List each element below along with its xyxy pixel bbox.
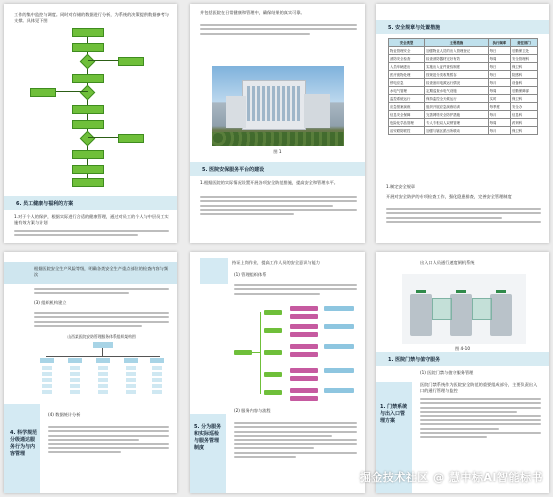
page6-section-band [376, 352, 549, 366]
page3-text-lines [386, 206, 541, 225]
table-cell: 停电应急 [389, 79, 425, 87]
sidebar-line: 与服务管理 [194, 438, 220, 444]
table-cell: 院感科 [511, 71, 538, 79]
table-cell: 保卫科 [511, 63, 538, 71]
table-row [389, 119, 538, 127]
table-cell: 专人专柜双人双锁管理 [425, 119, 489, 127]
table-row [389, 63, 538, 71]
page5-text-lines-2 [234, 420, 357, 460]
page5-item1: (1) 管理组织体系 [234, 272, 267, 277]
page2-section-band [190, 162, 365, 176]
document-page-5[interactable] [190, 252, 365, 493]
page5-text-lines [234, 282, 357, 297]
page3-body: 开展对安全防护的专项检查工作，强化隐患排查，完善安全管理制度 [386, 194, 512, 199]
table-header-cell: 安全类型 [389, 39, 425, 47]
page2-text-lines-2 [200, 194, 357, 217]
table-cell: 加强物业人员的出入管理登记 [425, 47, 489, 55]
page5-side-top [200, 258, 228, 284]
page2-section-title: 5. 医院安保服务平台的建设 [202, 166, 265, 173]
page3-section-band [376, 20, 549, 34]
hospital-building-photo [212, 66, 344, 146]
page4-text-lines-3 [48, 424, 169, 456]
table-cell: 每月 [488, 79, 510, 87]
page1-section-band [4, 196, 177, 210]
table-cell: 物业管理安全 [389, 47, 425, 55]
table-cell: 治安联防联控 [389, 127, 425, 135]
table-cell: 完善网络安全防护措施 [425, 111, 489, 119]
table-cell: 按规范分类收集暂存 [425, 71, 489, 79]
table-row [389, 127, 538, 135]
page4-text-lines-2 [34, 310, 169, 329]
table-cell: 安全管理科 [511, 55, 538, 63]
page4-sidebar [4, 404, 40, 493]
table-cell: 消防安全检查 [389, 55, 425, 63]
table-row [389, 47, 538, 55]
table-cell: 危险化学品管理 [389, 119, 425, 127]
table-row [389, 103, 538, 111]
page4-subheading: (3) 组织机构建立 [34, 300, 67, 305]
document-page-4[interactable] [4, 252, 177, 493]
table-cell: 保持监控全天候运行 [425, 95, 489, 103]
security-measures-table [388, 38, 538, 135]
table-cell: 每日 [488, 71, 510, 79]
org-chart [38, 342, 168, 400]
page2-figure-caption: 图 1 [273, 149, 282, 154]
table-cell: 设备科 [511, 79, 538, 87]
table-cell: 每日 [488, 63, 510, 71]
document-page-2[interactable] [190, 4, 365, 243]
table-cell: 实施出入证件查验制度 [425, 63, 489, 71]
page1-section-title: 6. 员工健康与福利的方案 [16, 200, 74, 207]
sidebar-line: 和实际巡检 [194, 431, 220, 437]
table-row [389, 95, 538, 103]
page2-top-text: 并包括医院在日常健康和管理中，确保结果的真实可靠。 [200, 10, 305, 15]
page5-item2: (2) 服务内容与流程 [234, 408, 271, 413]
table-cell: 检查备用电源运行情况 [425, 79, 489, 87]
table-cell: 监控系统运行 [389, 95, 425, 103]
page4-subheading-2: (4) 数据统计分析 [48, 412, 81, 417]
sidebar-line: 制度 [194, 445, 205, 451]
table-cell: 每日 [488, 47, 510, 55]
sidebar-line: 理方案 [380, 418, 396, 424]
turnstile-gate-photo [402, 274, 526, 344]
table-cell: 入员车辆进出 [389, 63, 425, 71]
page6-section-title: 1. 医院门禁与值守服务 [388, 356, 441, 363]
page1-text-lines [14, 228, 169, 239]
table-row [389, 79, 538, 87]
table-row [389, 55, 538, 63]
flowchart [24, 26, 154, 186]
table-cell: 每周 [488, 55, 510, 63]
document-page-3[interactable] [376, 4, 549, 243]
table-cell: 每月 [488, 111, 510, 119]
table-cell: 每季度 [488, 103, 510, 111]
org-chart-title: 山西某医院安防管理服务体系组织架构图 [67, 334, 136, 339]
page5-sidebar [190, 414, 226, 493]
sidebar-line: 务行为与内 [10, 444, 36, 450]
sidebar-line: 1. 门禁系统 [380, 404, 408, 410]
sidebar-line: 5. 分为服务 [194, 424, 222, 430]
watermark-text: 掘金技术社区 @ 慧中标AI智能标书 [359, 471, 543, 484]
page5-top: 持证上岗作业，提高工作人员的安全意识与能力 [232, 260, 320, 265]
table-cell: 水电气管理 [389, 87, 425, 95]
table-cell: 信息科 [511, 111, 538, 119]
sidebar-line: 与出入口管 [380, 411, 406, 417]
table-cell: 后勤保障部 [511, 87, 538, 95]
page6-body: 医院门禁系统作为医院安全防范的重要组成部分，主要负责出入口的通行管理与监控 [420, 382, 538, 393]
document-page-6[interactable] [376, 252, 549, 493]
page2-text-lines [200, 22, 357, 37]
service-mindmap [234, 304, 360, 404]
table-row [389, 87, 538, 95]
table-row [389, 111, 538, 119]
table-cell: 安全办 [511, 103, 538, 111]
table-header-cell: 责任部门 [511, 39, 538, 47]
table-cell: 后勤保卫处 [511, 47, 538, 55]
table-header-cell: 执行频率 [488, 39, 510, 47]
sidebar-line: 分级通达服 [10, 437, 36, 443]
table-cell: 医疗废物处理 [389, 71, 425, 79]
table-cell: 药剂科 [511, 119, 538, 127]
page4-body: 根据医院安全生产风险等级，明确各类安全生产重点部位的检查内容与频次 [34, 266, 169, 277]
table-row [389, 71, 538, 79]
table-cell: 实时 [488, 95, 510, 103]
table-cell: 组织开展应急演练培训 [425, 103, 489, 111]
sidebar-line: 4. 科学规范 [10, 430, 38, 436]
table-cell: 保卫科 [511, 127, 538, 135]
table-cell: 每周 [488, 119, 510, 127]
table-cell: 信息安全保障 [389, 111, 425, 119]
table-cell: 加强与辖区派出所联动 [425, 127, 489, 135]
page2-body: 1.根据医院的实际情况设置开展各项安全防范措施，提高安全和管理水平。 [200, 180, 338, 185]
page1-body: 1.对于个人的保护，根据实际进行合适的健康管理，通过对员工的个人与中层员工实施有效方案与计划 [14, 214, 169, 225]
table-header-cell: 主要措施 [425, 39, 489, 47]
page1-intro: 工作的集中监控与调度。同时对存储的数据进行分析，为系统的决策提供数据参考与支撑。具体见下图 [14, 12, 169, 23]
page6-figure-caption: 图 4-10 [454, 346, 471, 351]
page3-heading: 1.制定安全规章 [386, 184, 416, 189]
page6-top-line: 出入口人员通行速度闸机系统 [420, 260, 475, 265]
table-cell: 每月 [488, 127, 510, 135]
table-cell: 每周 [488, 87, 510, 95]
table-cell: 应急预案演练 [389, 103, 425, 111]
table-header-row [389, 39, 538, 47]
table-cell: 保卫科 [511, 95, 538, 103]
table-cell: 定期巡查水电气设施 [425, 87, 489, 95]
table-cell: 检查消防器材完好有效 [425, 55, 489, 63]
sidebar-line: 容管理 [10, 451, 26, 457]
page3-section-title: 5. 安全规章与处置措施 [388, 24, 441, 31]
document-page-1[interactable] [4, 4, 177, 243]
page6-subheading: (1) 医院门禁与值守服务管理 [420, 370, 474, 375]
page6-text-lines [420, 396, 541, 440]
page4-text-lines [34, 286, 169, 297]
